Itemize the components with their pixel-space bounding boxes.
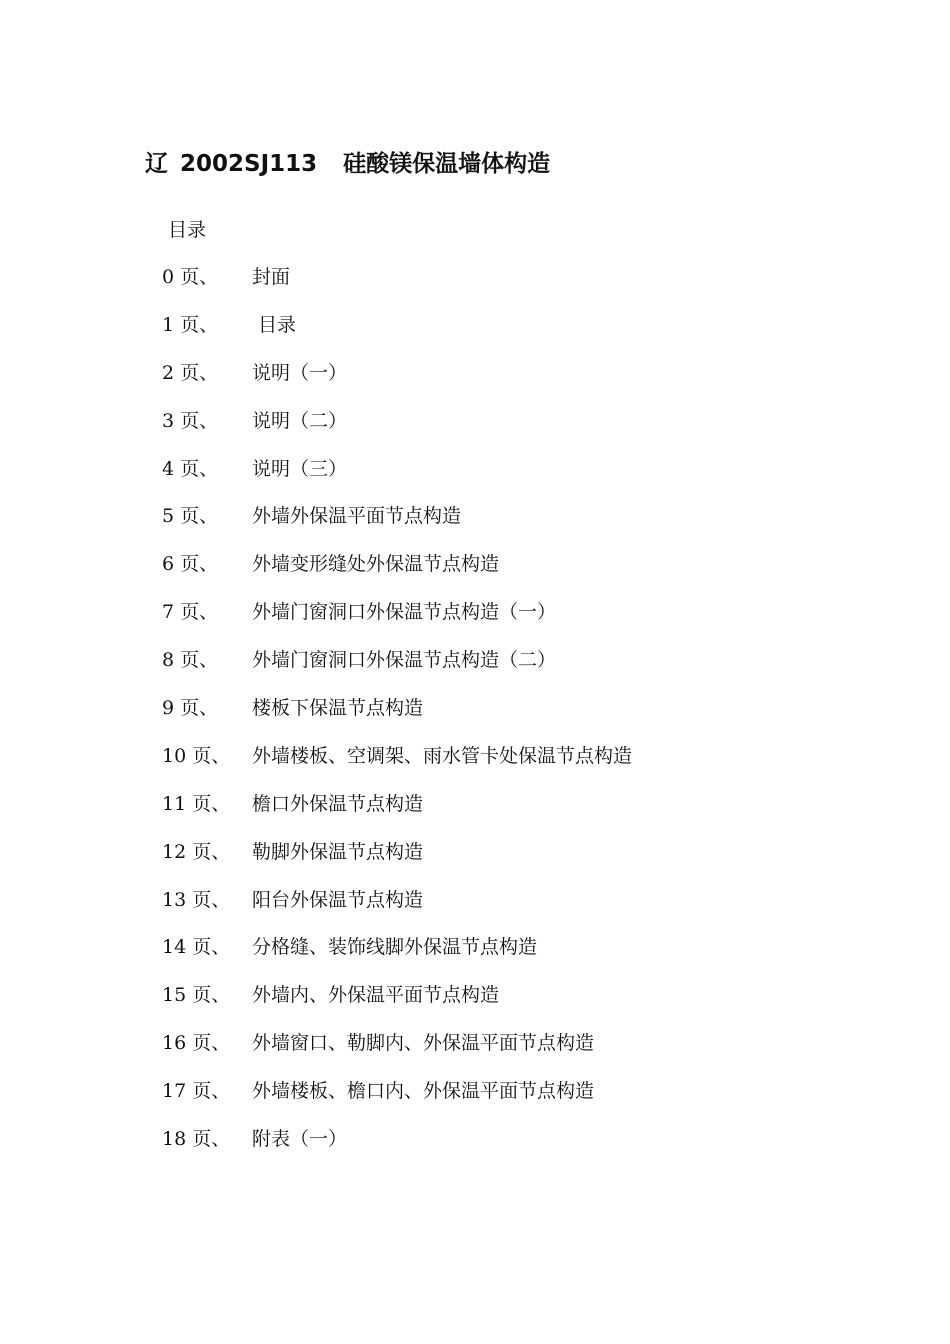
- title-prefix: 辽: [145, 151, 168, 177]
- toc-page-number: 10 页、: [162, 744, 231, 767]
- toc-entry-title: 楼板下保温节点构造: [252, 697, 424, 720]
- toc-page-number: 9 页、: [162, 697, 219, 720]
- toc-page-number: 8 页、: [162, 649, 219, 672]
- toc-entry-title: 说明（三）: [252, 457, 348, 480]
- toc-page-number: 7 页、: [162, 601, 219, 624]
- table-of-contents: [162, 262, 632, 1172]
- toc-page-number: 16 页、: [162, 1032, 231, 1055]
- toc-entry-title: 外墙窗口、勒脚内、外保温平面节点构造: [252, 1032, 595, 1055]
- toc-item: [162, 645, 632, 693]
- toc-page-number: 0 页、: [162, 266, 219, 288]
- toc-page-number: 6 页、: [162, 553, 219, 576]
- toc-entry-title: 外墙门窗洞口外保温节点构造（一）: [252, 601, 557, 624]
- toc-page-number: 2 页、: [162, 361, 219, 384]
- toc-page-number: 13 页、: [162, 888, 231, 911]
- toc-item: [162, 1028, 632, 1076]
- toc-item: [162, 454, 632, 502]
- toc-item: [162, 1076, 632, 1124]
- toc-item: [162, 549, 632, 597]
- toc-page-number: 11 页、: [162, 792, 231, 815]
- title-name: 硅酸镁保温墙体构造: [343, 151, 551, 177]
- toc-page-number: 3 页、: [162, 409, 219, 432]
- toc-item: [162, 837, 632, 885]
- toc-entry-title: 目录: [258, 313, 297, 336]
- toc-entry-title: 阳台外保温节点构造: [252, 888, 424, 911]
- toc-entry-title: 外墙内、外保温平面节点构造: [252, 984, 500, 1007]
- toc-item: [162, 885, 632, 933]
- toc-heading: 目录: [168, 219, 207, 241]
- toc-entry-title: 檐口外保温节点构造: [252, 792, 424, 815]
- toc-item: [162, 406, 632, 454]
- toc-entry-title: 封面: [252, 266, 291, 288]
- toc-page-number: 18 页、: [162, 1128, 231, 1151]
- toc-page-number: 12 页、: [162, 840, 231, 863]
- toc-entry-title: 附表（一）: [252, 1128, 348, 1151]
- toc-item: [162, 693, 632, 741]
- toc-entry-title: 勒脚外保温节点构造: [252, 840, 424, 863]
- toc-page-number: 5 页、: [162, 505, 219, 528]
- toc-entry-title: 分格缝、装饰线脚外保温节点构造: [252, 936, 538, 959]
- toc-entry-title: 外墙门窗洞口外保温节点构造（二）: [252, 649, 557, 672]
- toc-item: [162, 501, 632, 549]
- toc-item: [162, 262, 632, 310]
- toc-page-number: 14 页、: [162, 936, 231, 959]
- toc-entry-title: 说明（二）: [252, 409, 348, 432]
- toc-entry-title: 外墙变形缝处外保温节点构造: [252, 553, 500, 576]
- toc-page-number: 4 页、: [162, 457, 219, 480]
- toc-page-number: 1 页、: [162, 313, 219, 336]
- toc-item: [162, 789, 632, 837]
- toc-item: [162, 741, 632, 789]
- toc-item: [162, 358, 632, 406]
- toc-item: [162, 597, 632, 645]
- toc-item: [162, 310, 632, 358]
- toc-entry-title: 外墙外保温平面节点构造: [252, 505, 462, 528]
- toc-page-number: 15 页、: [162, 984, 231, 1007]
- toc-item: [162, 980, 632, 1028]
- toc-entry-title: 外墙楼板、檐口内、外保温平面节点构造: [252, 1080, 595, 1103]
- toc-item: [162, 932, 632, 980]
- toc-page-number: 17 页、: [162, 1080, 231, 1103]
- title-code: 2002SJ113: [180, 151, 318, 177]
- toc-entry-title: 外墙楼板、空调架、雨水管卡处保温节点构造: [252, 744, 633, 767]
- toc-item: [162, 1124, 632, 1172]
- document-title: [145, 145, 550, 178]
- toc-entry-title: 说明（一）: [252, 361, 348, 384]
